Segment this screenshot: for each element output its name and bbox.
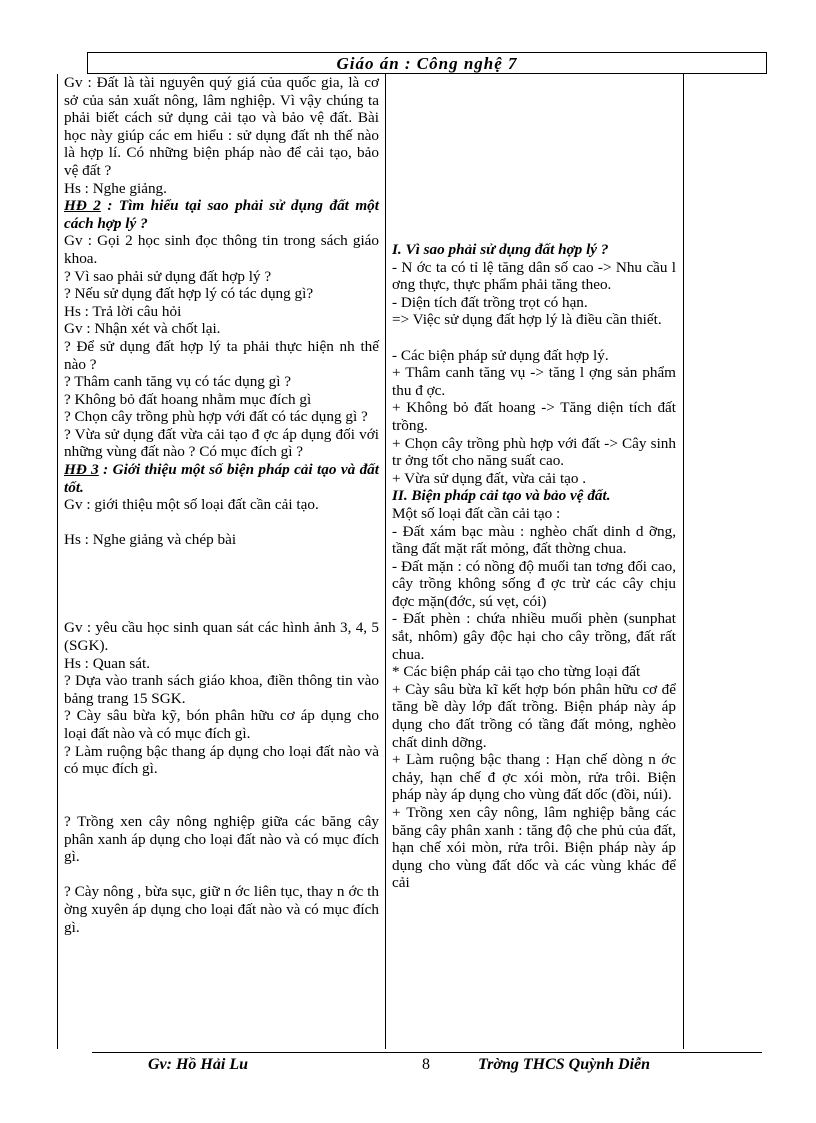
right-paragraph: - N ớc ta có tỉ lệ tăng dân số cao -> Nhu cầu l ơng thực, thực phẩm phải tăng theo. <box>392 258 676 294</box>
lesson-table <box>57 74 684 1049</box>
right-paragraph: - Đất phèn : chứa nhiều muối phèn (sunphat sắt, nhôm) gây độc hại cho cây trồng, đất rất chua. <box>392 610 676 663</box>
right-paragraph: - Diện tích đất trồng trọt có hạn. <box>392 293 588 311</box>
left-paragraph: Gv : giới thiệu một số loại đất cần cải tạo. <box>64 496 319 514</box>
left-paragraph: Hs : Quan sát. <box>64 654 151 672</box>
footer-rule <box>92 1052 762 1053</box>
left-paragraph: Hs : Trả lời câu hỏi <box>64 302 182 320</box>
left-paragraph: ? Vừa sử dụng đất vừa cải tạo đ ợc áp dụng đối với những vùng đất nào ? Có mục đích gì ? <box>64 425 379 461</box>
right-paragraph: - Các biện pháp sử dụng đất hợp lý. <box>392 346 609 364</box>
left-paragraph: Gv : yêu cầu học sinh quan sát các hình ảnh 3, 4, 5 (SGK). <box>64 619 379 655</box>
left-paragraph: ? Làm ruộng bậc thang áp dụng cho loại đất nào và có mục đích gì. <box>64 742 379 778</box>
section-1-heading: I. Vì sao phải sử dụng đất hợp lý ? <box>392 241 609 258</box>
left-paragraph: Gv : Nhận xét và chốt lại. <box>64 320 221 338</box>
right-paragraph: * Các biện pháp cải tạo cho từng loại đất <box>392 663 641 681</box>
right-paragraph: + Cày sâu bừa kĩ kết hợp bón phân hữu cơ để tăng bề dày lớp đất trồng. Biện pháp này áp dụng cho đất trồng có tầng đất mỏng, nghèo chất dinh dỡng. <box>392 680 676 751</box>
header-title: Giáo án : Công nghệ 7 <box>336 54 518 73</box>
left-paragraph: Gv : Gọi 2 học sinh đọc thông tin trong sách giáo khoa. <box>64 232 379 267</box>
activity-2-heading <box>64 197 379 232</box>
right-paragraph: + Làm ruộng bậc thang : Hạn chế dòng n ớc chảy, hạn chế đ ợc xói mòn, rửa trôi. Biện pháp này áp dụng cho vùng đất dốc (đồi, núi). <box>392 751 676 804</box>
left-paragraph: Hs : Nghe giảng và chép bài <box>64 531 237 549</box>
activity-2-label: HĐ 2 <box>64 197 101 215</box>
right-paragraph: Một số loại đất cần cải tạo : <box>392 504 561 522</box>
teacher-student-column <box>64 74 379 936</box>
footer-author: Gv: Hồ Hải Lu <box>148 1056 248 1073</box>
left-paragraph: ? Vì sao phải sử dụng đất hợp lý ? <box>64 267 272 285</box>
left-paragraph: ? Cày nông , bừa sục, giữ n ớc liên tục, thay n ớc th ờng xuyên áp dụng cho loại đất nào và có mục đích gì. <box>64 883 379 936</box>
left-paragraph: Hs : Nghe giảng. <box>64 179 167 197</box>
left-paragraph: ? Không bỏ đất hoang nhằm mục đích gì <box>64 390 312 408</box>
content-column <box>392 74 676 892</box>
left-paragraph: ? Nếu sử dụng đất hợp lý có tác dụng gì? <box>64 285 314 303</box>
left-paragraph: ? Cày sâu bừa kỹ, bón phân hữu cơ áp dụng cho loại đất nào và có mục đích gì. <box>64 707 379 742</box>
footer-school: Trờng THCS Quỳnh Diễn <box>478 1056 651 1073</box>
activity-2-text: : Tìm hiểu tại sao phải sử dụng đất một cách hợp lý ? <box>64 197 379 232</box>
section-2-heading: II. Biện pháp cải tạo và bảo vệ đất. <box>392 487 611 505</box>
page-header <box>87 52 767 74</box>
left-paragraph: ? Thâm canh tăng vụ có tác dụng gì ? <box>64 373 292 391</box>
activity-3-label: HĐ 3 <box>64 461 99 479</box>
left-paragraph: ? Chọn cây trồng phù hợp với đất có tác dụng gì ? <box>64 408 368 426</box>
activity-3-heading <box>64 461 379 496</box>
left-paragraph: Gv : Đất là tài nguyên quý giá của quốc gia, là cơ sở của sản xuất nông, lâm nghiệp. Vì vậy chúng ta phải biết cách sử dụng cải tạo và bảo vệ đất. Bài học này giúp các em hiểu : sử dụng đất nh thế nào là hợp lí. Có những biện pháp nào để cải tạo, bảo vệ đất ? <box>64 74 379 179</box>
page-number: 8 <box>422 1056 430 1073</box>
right-paragraph: - Đất mặn : có nồng độ muối tan tơng đối cao, cây trồng không sống đ ợc trừ các cây chịu đợc mặn(đớc, sú vẹt, cói) <box>392 557 676 610</box>
left-paragraph: ? Trồng xen cây nông nghiệp giữa các băng cây phân xanh áp dụng cho loại đất nào và có mục đích gì. <box>64 812 379 866</box>
activity-3-text: : Giới thiệu một số biện pháp cải tạo và đất tốt. <box>64 461 379 496</box>
right-paragraph: - Đất xám bạc màu : nghèo chất dinh d ỡng, tầng đất mặt rất mỏng, đất thờng chua. <box>392 522 676 558</box>
right-paragraph: + Trồng xen cây nông, lâm nghiệp bằng các băng cây phân xanh : tăng độ che phủ của đất, hạn chế xói mòn, rửa trôi. Biện pháp này áp dụng cho vùng đất dốc và các vùng khác để cải <box>392 804 676 892</box>
left-paragraph: ? Để sử dụng đất hợp lý ta phải thực hiện nh thế nào ? <box>64 337 379 373</box>
right-paragraph: + Chọn cây trồng phù hợp với đất -> Cây sinh tr ởng tốt cho năng suất cao. <box>392 434 676 470</box>
right-paragraph: + Không bỏ đất hoang -> Tăng diện tích đất trồng. <box>392 399 676 434</box>
right-paragraph: + Vừa sử dụng đất, vừa cải tạo . <box>392 469 587 487</box>
right-paragraph: + Thâm canh tăng vụ -> tăng l ợng sản phẩm thu đ ợc. <box>392 364 676 399</box>
right-paragraph: => Việc sử dụng đất hợp lý là điều cần thiết. <box>392 311 662 329</box>
left-paragraph: ? Dựa vào tranh sách giáo khoa, điền thông tin vào bảng trang 15 SGK. <box>64 672 379 707</box>
column-divider <box>385 74 386 1049</box>
